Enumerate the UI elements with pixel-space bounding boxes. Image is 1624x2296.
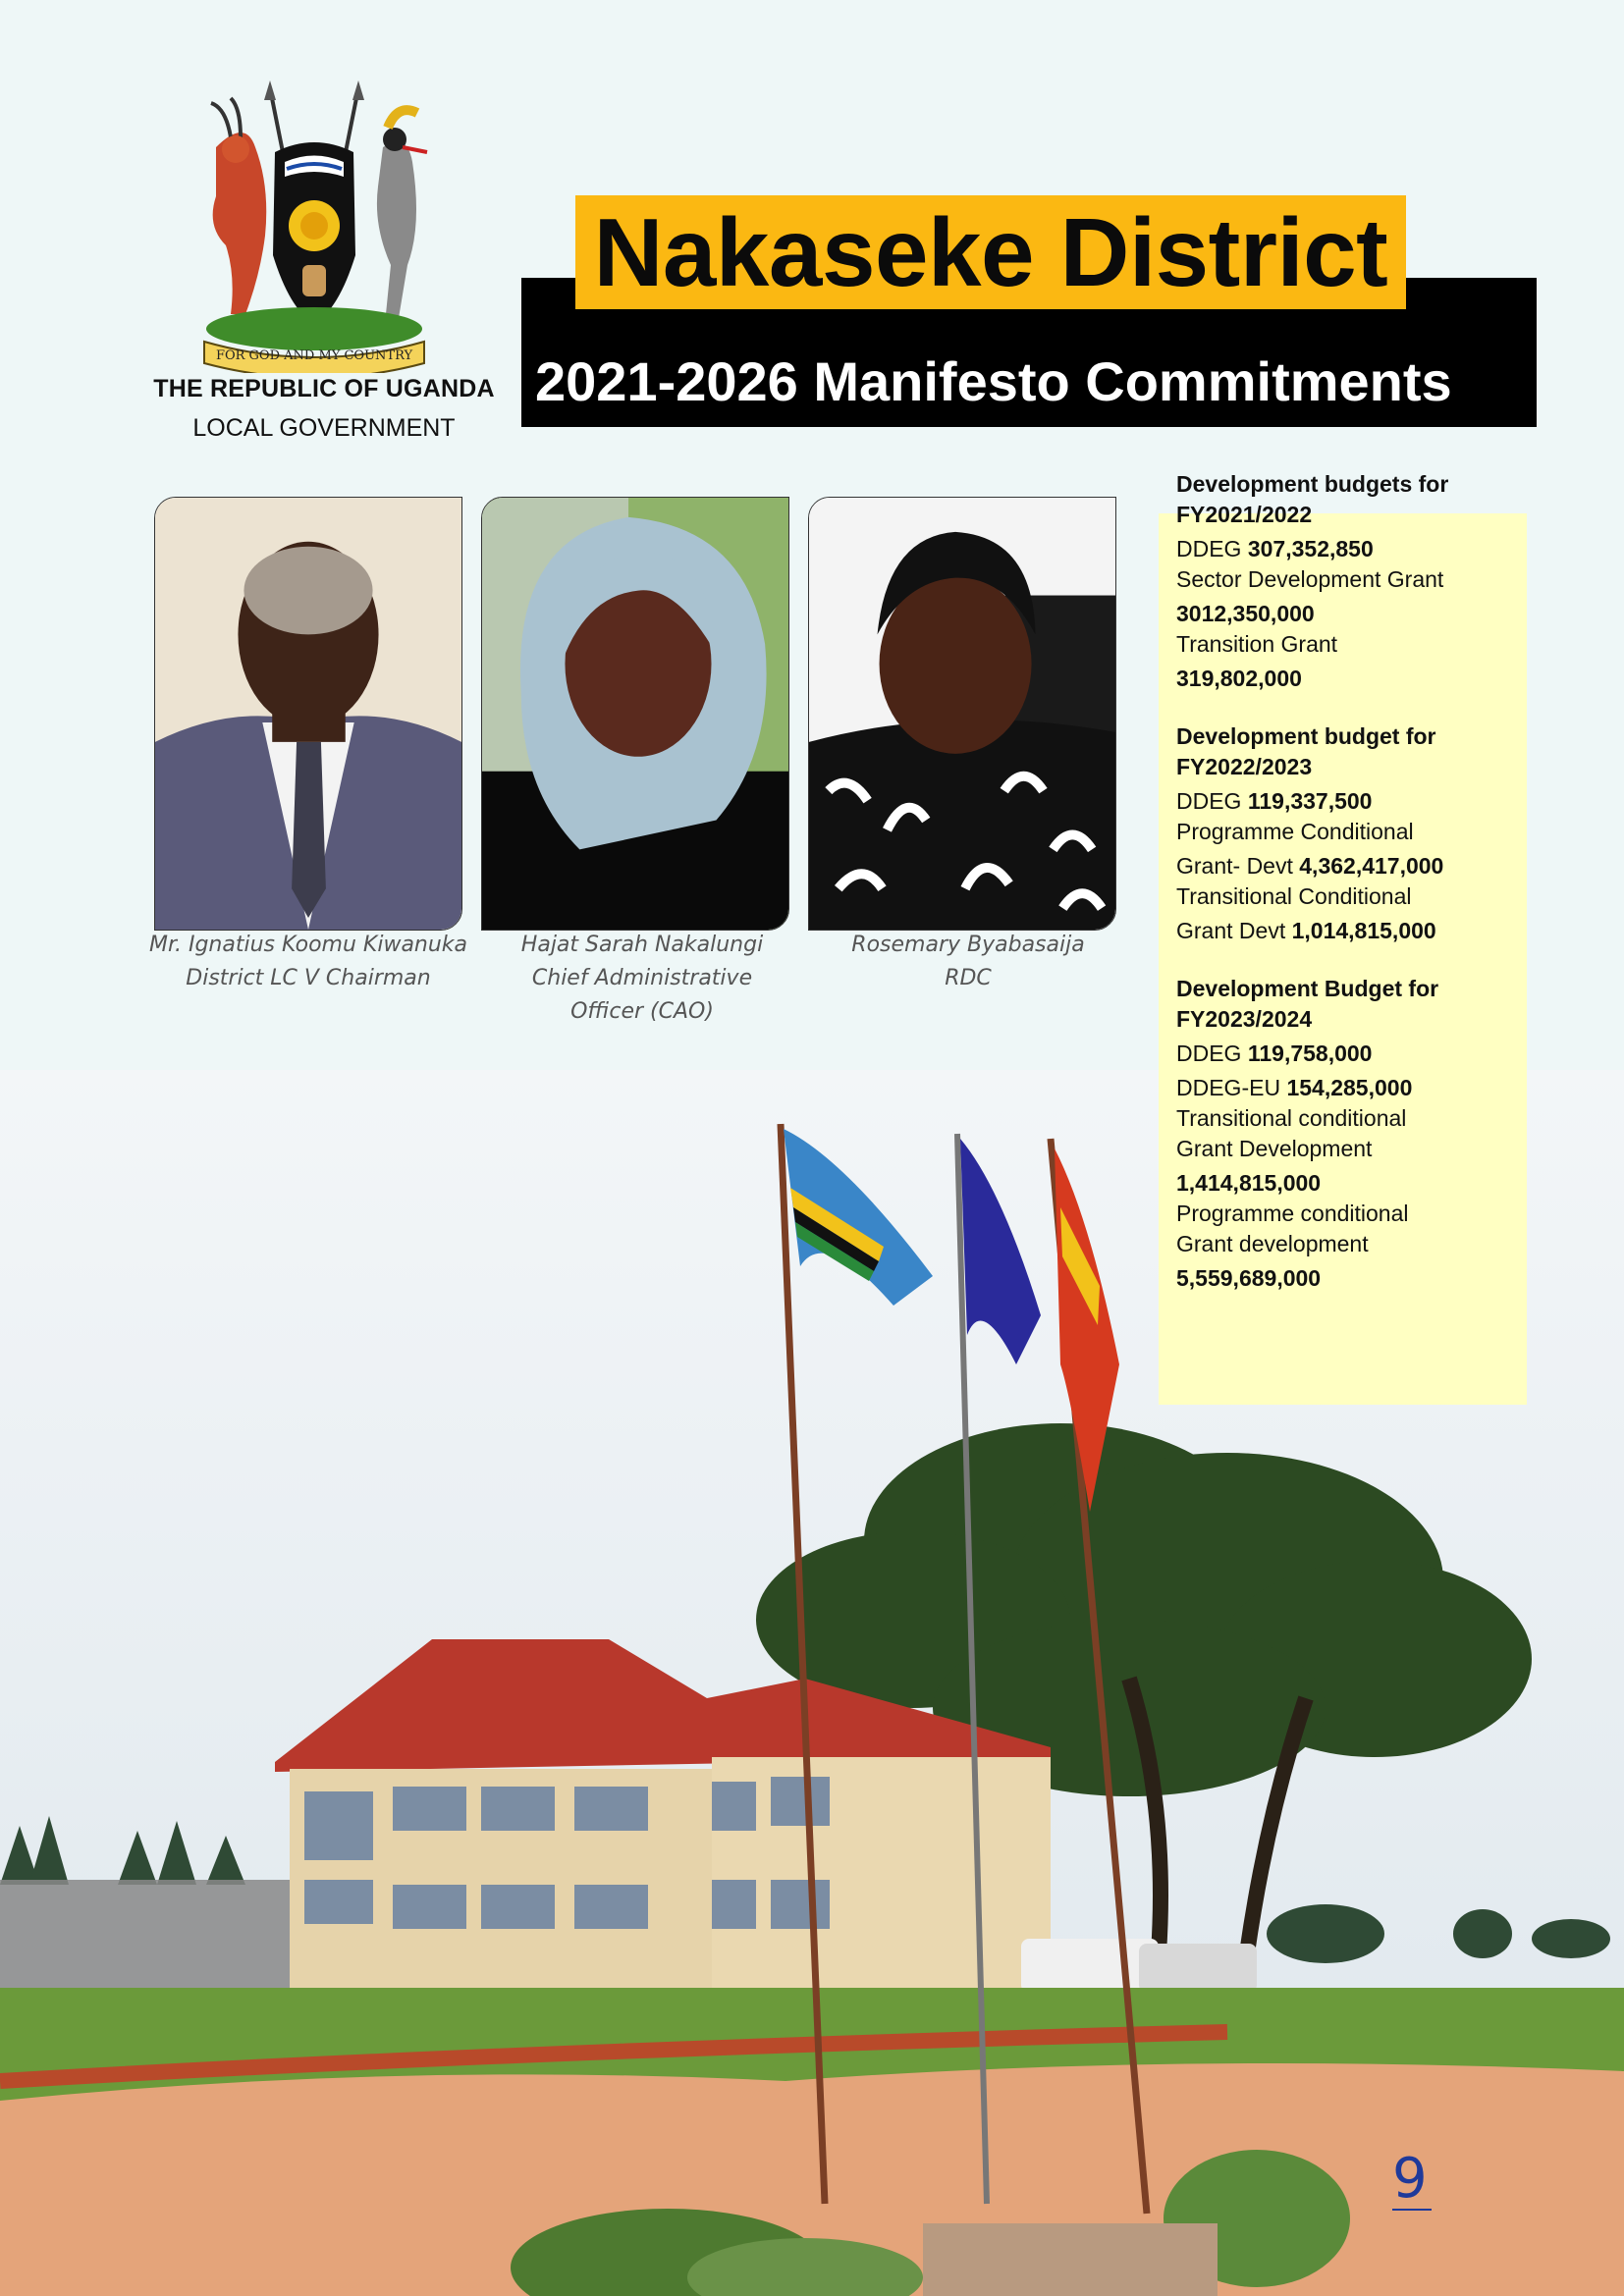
fy2023-heading-line1: Development Budget for <box>1176 976 1439 1001</box>
manifesto-title: 2021-2026 Manifesto Commitments <box>535 350 1452 412</box>
page-number: 9 <box>1392 2150 1432 2211</box>
development-budgets-panel <box>1176 469 1540 1294</box>
fy2022-ddeg-label: DDEG <box>1176 788 1248 814</box>
coat-motto: FOR GOD AND MY COUNTRY <box>215 348 413 363</box>
cao-role-line2: Officer (CAO) <box>570 999 714 1024</box>
fy2021-transition-label: Transition Grant <box>1176 631 1338 657</box>
fy2022-transitional-row <box>1176 916 1540 946</box>
fy2023-ddeg-eu-label: DDEG-EU <box>1176 1075 1287 1100</box>
fy2021-ddeg-row <box>1176 534 1540 564</box>
fy2022-heading-line1: Development budget for <box>1176 723 1436 749</box>
fy2021-heading-line1: Development budgets for <box>1176 471 1449 497</box>
fy2022-ddeg-row <box>1176 786 1540 817</box>
rdc-portrait-photo <box>808 497 1116 931</box>
cao-role-line1: Chief Administrative <box>531 966 753 990</box>
fy2023-transitional-label2: Grant Development <box>1176 1136 1373 1161</box>
chairman-portrait-photo <box>154 497 462 931</box>
local-government-label: LOCAL GOVERNMENT <box>192 414 456 442</box>
rdc-role: RDC <box>945 966 992 990</box>
fy2023-ddeg-eu-value: 154,285,000 <box>1286 1075 1413 1100</box>
fy2023-transitional-value: 1,414,815,000 <box>1176 1170 1322 1196</box>
cao-portrait-photo <box>481 497 789 931</box>
fy2022-transitional-label2: Grant Devt <box>1176 918 1292 943</box>
district-title: Nakaseke District <box>593 198 1388 306</box>
fy2023-ddeg-value: 119,758,000 <box>1247 1041 1373 1066</box>
fy2021-ddeg-label: DDEG <box>1176 536 1248 561</box>
fy2023-ddeg-label: DDEG <box>1176 1041 1248 1066</box>
republic-title: THE REPUBLIC OF UGANDA <box>153 375 495 402</box>
fy2023-ddeg-eu-row <box>1176 1073 1540 1103</box>
fy2023-programme-value: 5,559,689,000 <box>1176 1265 1322 1291</box>
cao-name: Hajat Sarah Nakalungi <box>520 933 764 957</box>
fy2022-programme-row <box>1176 851 1540 881</box>
cao-caption <box>475 929 809 1029</box>
fy2022-transitional-value: 1,014,815,000 <box>1291 918 1436 943</box>
fy2022-programme-label: Programme Conditional <box>1176 819 1414 844</box>
fy2023-transitional-label1: Transitional conditional <box>1176 1105 1407 1131</box>
chairman-name: Mr. Ignatius Koomu Kiwanuka <box>148 933 468 957</box>
fy2023-ddeg-row <box>1176 1039 1540 1069</box>
fy2022-heading-line2: FY2022/2023 <box>1176 754 1313 779</box>
fy2021-sector-label: Sector Development Grant <box>1176 566 1444 592</box>
rdc-name: Rosemary Byabasaija <box>851 933 1085 957</box>
fy2022-ddeg-value: 119,337,500 <box>1247 788 1373 814</box>
fy2021-ddeg-value: 307,352,850 <box>1247 536 1374 561</box>
fy2023-programme-label1: Programme conditional <box>1176 1201 1409 1226</box>
chairman-role: District LC V Chairman <box>186 966 431 990</box>
fy2022-transitional-label: Transitional Conditional <box>1176 883 1412 909</box>
fy2021-sector-value: 3012,350,000 <box>1176 601 1315 626</box>
fy2023-programme-label2: Grant development <box>1176 1231 1369 1256</box>
chairman-caption <box>141 929 475 995</box>
rdc-caption <box>801 929 1135 995</box>
fy2023-heading-line2: FY2023/2024 <box>1176 1006 1313 1032</box>
fy2021-heading-line2: FY2021/2022 <box>1176 502 1313 527</box>
fy2022-programme-value: 4,362,417,000 <box>1299 853 1444 879</box>
fy2021-transition-value: 319,802,000 <box>1176 666 1302 691</box>
fy2022-programme-label2: Grant- Devt <box>1176 853 1300 879</box>
coat-of-arms-emblem <box>177 79 461 373</box>
